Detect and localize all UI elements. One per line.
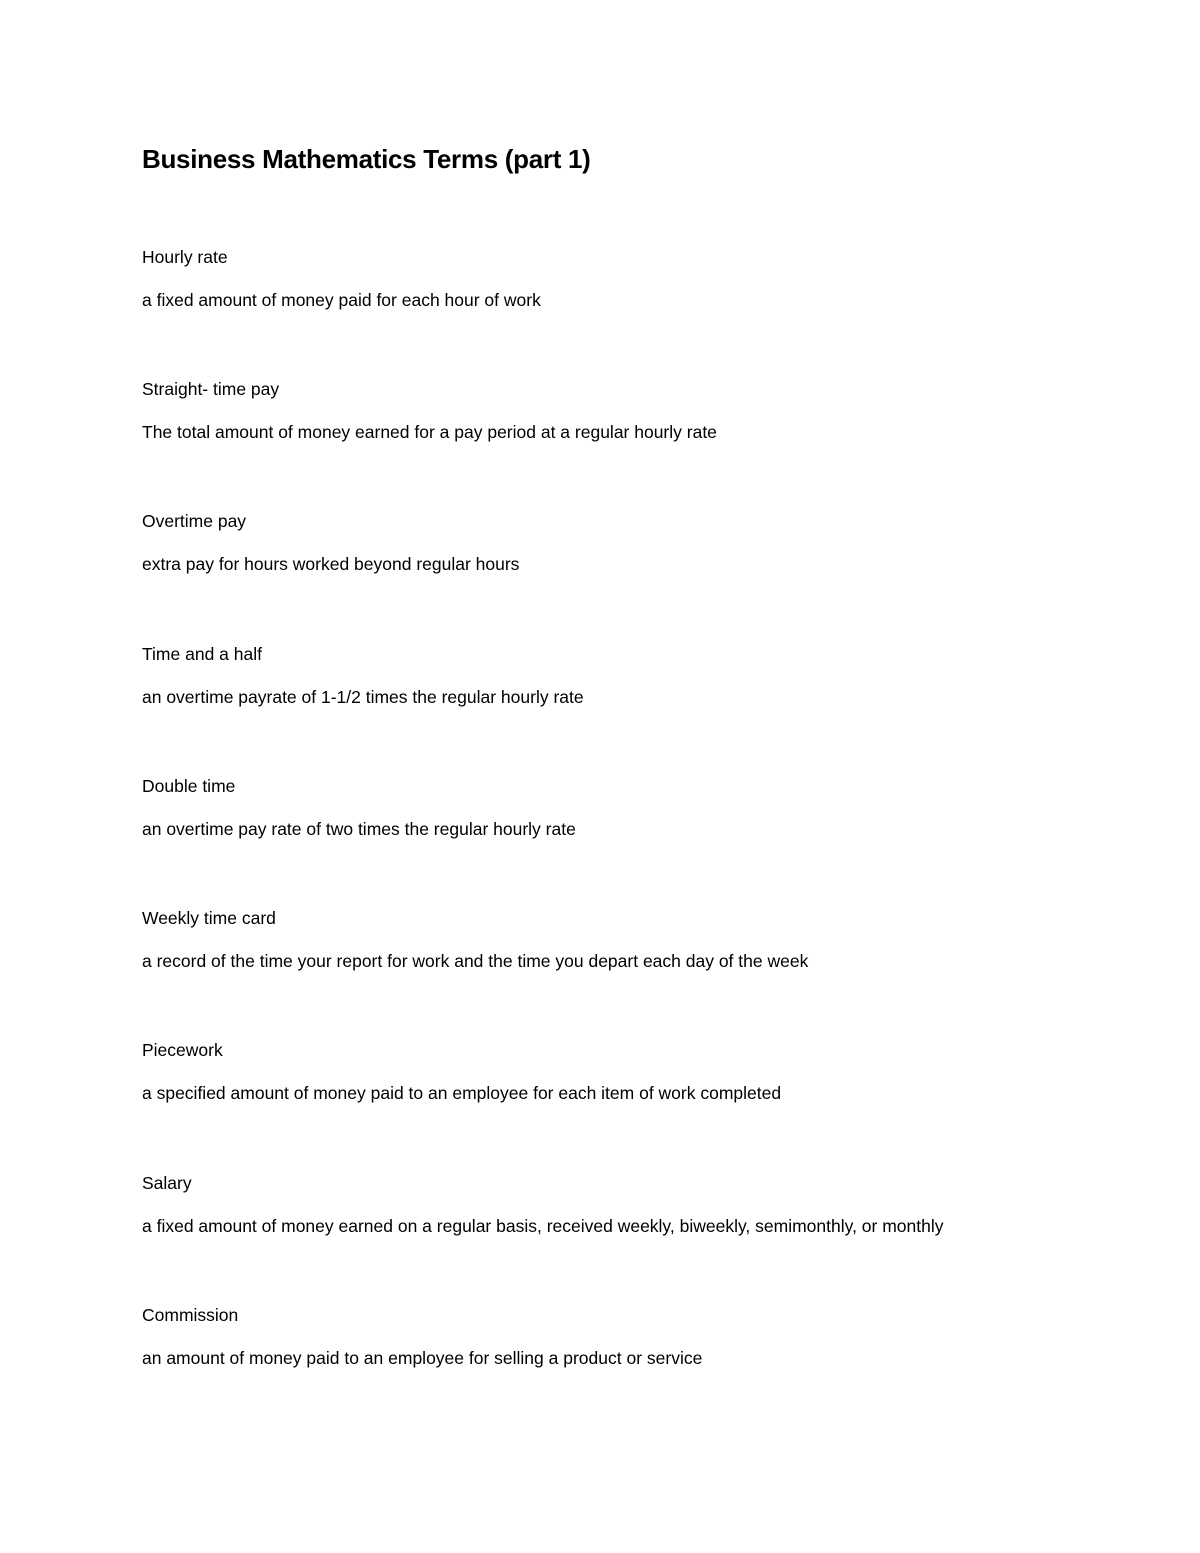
- term-name: Weekly time card: [142, 908, 276, 928]
- term-definition: The total amount of money earned for a pay period at a regular hourly rate: [142, 422, 717, 442]
- term-name: Straight- time pay: [142, 379, 280, 399]
- term-definition: a record of the time your report for work and the time you depart each day of the week: [142, 951, 809, 971]
- term-definition: extra pay for hours worked beyond regular hours: [142, 554, 520, 574]
- term-definition: a fixed amount of money paid for each hour of work: [142, 290, 541, 310]
- term-name: Double time: [142, 776, 236, 796]
- term-name: Salary: [142, 1173, 192, 1193]
- term-definition: an overtime pay rate of two times the regular hourly rate: [142, 819, 576, 839]
- term-definition: a fixed amount of money earned on a regular basis, received weekly, biweekly, semimonthly, or monthly: [142, 1216, 944, 1236]
- term-name: Piecework: [142, 1040, 223, 1060]
- term-name: Time and a half: [142, 644, 262, 664]
- term-name: Commission: [142, 1305, 239, 1325]
- term-name: Hourly rate: [142, 247, 228, 267]
- document-title: Business Mathematics Terms (part 1): [142, 144, 591, 174]
- term-definition: an overtime payrate of 1-1/2 times the regular hourly rate: [142, 687, 584, 707]
- term-name: Overtime pay: [142, 511, 247, 531]
- term-definition: a specified amount of money paid to an employee for each item of work completed: [142, 1083, 782, 1103]
- term-definition: an amount of money paid to an employee for selling a product or service: [142, 1348, 703, 1368]
